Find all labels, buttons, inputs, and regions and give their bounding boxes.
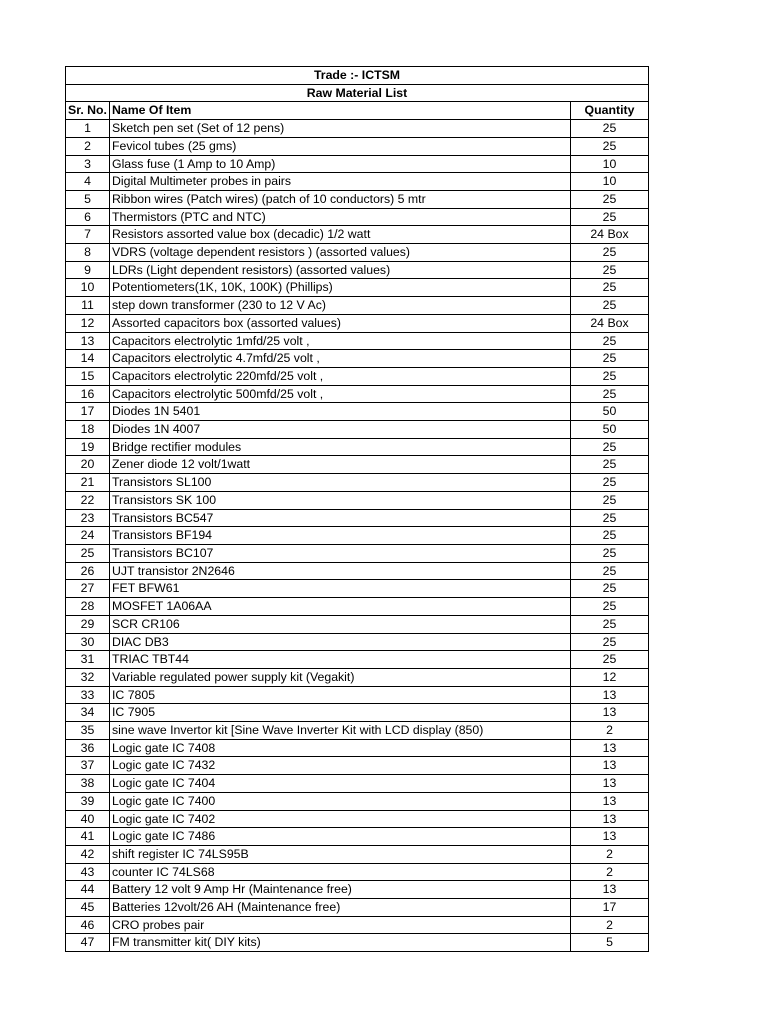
table-row	[66, 881, 649, 899]
cell-item-name: Logic gate IC 7400	[110, 792, 571, 810]
cell-quantity: 17	[570, 899, 648, 917]
cell-sr-no: 24	[66, 527, 110, 545]
table-row	[66, 297, 649, 315]
cell-sr-no: 39	[66, 792, 110, 810]
table-row	[66, 421, 649, 439]
cell-item-name: Transistors SL100	[110, 474, 571, 492]
cell-quantity: 25	[570, 491, 648, 509]
cell-sr-no: 27	[66, 580, 110, 598]
cell-item-name: Potentiometers(1K, 10K, 100K) (Phillips)	[110, 279, 571, 297]
cell-sr-no: 28	[66, 598, 110, 616]
cell-sr-no: 31	[66, 651, 110, 669]
cell-sr-no: 25	[66, 544, 110, 562]
table-row	[66, 491, 649, 509]
cell-quantity: 25	[570, 190, 648, 208]
table-row	[66, 456, 649, 474]
cell-quantity: 24 Box	[570, 226, 648, 244]
table-row	[66, 686, 649, 704]
trade-title-row	[66, 67, 649, 85]
cell-item-name: Diodes 1N 5401	[110, 403, 571, 421]
cell-quantity: 25	[570, 562, 648, 580]
cell-quantity: 24 Box	[570, 314, 648, 332]
cell-quantity: 13	[570, 881, 648, 899]
cell-quantity: 25	[570, 456, 648, 474]
cell-item-name: UJT transistor 2N2646	[110, 562, 571, 580]
cell-sr-no: 8	[66, 244, 110, 262]
cell-item-name: Transistors SK 100	[110, 491, 571, 509]
cell-item-name: Transistors BC107	[110, 544, 571, 562]
cell-quantity: 25	[570, 332, 648, 350]
table-row	[66, 474, 649, 492]
table-row	[66, 332, 649, 350]
cell-sr-no: 29	[66, 615, 110, 633]
cell-quantity: 25	[570, 527, 648, 545]
cell-item-name: Diodes 1N 4007	[110, 421, 571, 439]
table-row	[66, 155, 649, 173]
cell-sr-no: 34	[66, 704, 110, 722]
list-title-row	[66, 84, 649, 102]
table-row	[66, 615, 649, 633]
cell-quantity: 25	[570, 120, 648, 138]
cell-sr-no: 19	[66, 438, 110, 456]
cell-sr-no: 12	[66, 314, 110, 332]
cell-sr-no: 6	[66, 208, 110, 226]
table-row	[66, 775, 649, 793]
cell-item-name: Capacitors electrolytic 500mfd/25 volt ,	[110, 385, 571, 403]
cell-item-name: Logic gate IC 7432	[110, 757, 571, 775]
cell-quantity: 25	[570, 438, 648, 456]
cell-quantity: 25	[570, 279, 648, 297]
table-row	[66, 120, 649, 138]
cell-item-name: sine wave Invertor kit [Sine Wave Inverter Kit with LCD display (850)	[110, 722, 571, 740]
list-title: Raw Material List	[66, 84, 649, 102]
cell-quantity: 25	[570, 651, 648, 669]
cell-sr-no: 1	[66, 120, 110, 138]
cell-item-name: MOSFET 1A06AA	[110, 598, 571, 616]
table-row	[66, 863, 649, 881]
cell-item-name: Fevicol tubes (25 gms)	[110, 137, 571, 155]
cell-item-name: counter IC 74LS68	[110, 863, 571, 881]
cell-quantity: 2	[570, 845, 648, 863]
cell-quantity: 50	[570, 403, 648, 421]
cell-item-name: DIAC DB3	[110, 633, 571, 651]
cell-quantity: 25	[570, 544, 648, 562]
table-row	[66, 792, 649, 810]
cell-sr-no: 35	[66, 722, 110, 740]
cell-sr-no: 36	[66, 739, 110, 757]
cell-sr-no: 23	[66, 509, 110, 527]
cell-quantity: 25	[570, 261, 648, 279]
table-row	[66, 208, 649, 226]
cell-sr-no: 42	[66, 845, 110, 863]
cell-item-name: Logic gate IC 7404	[110, 775, 571, 793]
cell-item-name: LDRs (Light dependent resistors) (assorted values)	[110, 261, 571, 279]
cell-item-name: FM transmitter kit( DIY kits)	[110, 934, 571, 952]
table-row	[66, 633, 649, 651]
cell-sr-no: 7	[66, 226, 110, 244]
cell-item-name: IC 7805	[110, 686, 571, 704]
table-row	[66, 544, 649, 562]
cell-item-name: IC 7905	[110, 704, 571, 722]
cell-sr-no: 4	[66, 173, 110, 191]
cell-quantity: 25	[570, 350, 648, 368]
cell-sr-no: 46	[66, 916, 110, 934]
table-row	[66, 668, 649, 686]
cell-item-name: Battery 12 volt 9 Amp Hr (Maintenance free)	[110, 881, 571, 899]
cell-quantity: 25	[570, 244, 648, 262]
cell-sr-no: 38	[66, 775, 110, 793]
cell-sr-no: 5	[66, 190, 110, 208]
table-row	[66, 403, 649, 421]
cell-sr-no: 22	[66, 491, 110, 509]
cell-item-name: Logic gate IC 7486	[110, 828, 571, 846]
trade-title: Trade :- ICTSM	[66, 67, 649, 85]
cell-item-name: CRO probes pair	[110, 916, 571, 934]
table-row	[66, 509, 649, 527]
cell-quantity: 13	[570, 775, 648, 793]
cell-sr-no: 15	[66, 367, 110, 385]
table-row	[66, 385, 649, 403]
table-row	[66, 828, 649, 846]
table-row	[66, 261, 649, 279]
cell-sr-no: 45	[66, 899, 110, 917]
cell-quantity: 13	[570, 810, 648, 828]
cell-sr-no: 41	[66, 828, 110, 846]
cell-quantity: 13	[570, 704, 648, 722]
table-row	[66, 598, 649, 616]
cell-quantity: 25	[570, 367, 648, 385]
table-row	[66, 438, 649, 456]
cell-item-name: Capacitors electrolytic 4.7mfd/25 volt ,	[110, 350, 571, 368]
cell-sr-no: 32	[66, 668, 110, 686]
cell-item-name: VDRS (voltage dependent resistors ) (assorted values)	[110, 244, 571, 262]
cell-item-name: Ribbon wires (Patch wires) (patch of 10 conductors) 5 mtr	[110, 190, 571, 208]
cell-quantity: 10	[570, 155, 648, 173]
cell-item-name: Transistors BC547	[110, 509, 571, 527]
cell-quantity: 25	[570, 385, 648, 403]
header-sr-no: Sr. No.	[66, 102, 110, 120]
cell-item-name: Logic gate IC 7408	[110, 739, 571, 757]
header-quantity: Quantity	[570, 102, 648, 120]
table-row	[66, 651, 649, 669]
cell-quantity: 13	[570, 828, 648, 846]
table-row	[66, 226, 649, 244]
cell-item-name: Zener diode 12 volt/1watt	[110, 456, 571, 474]
table-row	[66, 562, 649, 580]
cell-item-name: Sketch pen set (Set of 12 pens)	[110, 120, 571, 138]
cell-sr-no: 13	[66, 332, 110, 350]
cell-sr-no: 44	[66, 881, 110, 899]
cell-item-name: Resistors assorted value box (decadic) 1/2 watt	[110, 226, 571, 244]
raw-material-table	[65, 66, 649, 952]
table-row	[66, 739, 649, 757]
cell-sr-no: 2	[66, 137, 110, 155]
cell-sr-no: 26	[66, 562, 110, 580]
cell-sr-no: 30	[66, 633, 110, 651]
table-row	[66, 137, 649, 155]
cell-item-name: Transistors BF194	[110, 527, 571, 545]
cell-quantity: 10	[570, 173, 648, 191]
table-row	[66, 279, 649, 297]
cell-quantity: 25	[570, 615, 648, 633]
table-row	[66, 845, 649, 863]
cell-quantity: 25	[570, 297, 648, 315]
cell-sr-no: 3	[66, 155, 110, 173]
table-row	[66, 722, 649, 740]
table-row	[66, 704, 649, 722]
cell-sr-no: 11	[66, 297, 110, 315]
cell-item-name: Thermistors (PTC and NTC)	[110, 208, 571, 226]
cell-item-name: Bridge rectifier modules	[110, 438, 571, 456]
cell-sr-no: 16	[66, 385, 110, 403]
table-row	[66, 367, 649, 385]
cell-quantity: 50	[570, 421, 648, 439]
cell-quantity: 12	[570, 668, 648, 686]
cell-quantity: 25	[570, 137, 648, 155]
table-row	[66, 190, 649, 208]
cell-quantity: 25	[570, 208, 648, 226]
cell-item-name: TRIAC TBT44	[110, 651, 571, 669]
cell-quantity: 25	[570, 509, 648, 527]
cell-sr-no: 9	[66, 261, 110, 279]
cell-item-name: shift register IC 74LS95B	[110, 845, 571, 863]
cell-item-name: Batteries 12volt/26 AH (Maintenance free)	[110, 899, 571, 917]
cell-item-name: Capacitors electrolytic 220mfd/25 volt ,	[110, 367, 571, 385]
cell-quantity: 13	[570, 757, 648, 775]
table-row	[66, 934, 649, 952]
column-header-row	[66, 102, 649, 120]
cell-item-name: Variable regulated power supply kit (Vegakit)	[110, 668, 571, 686]
table-row	[66, 580, 649, 598]
table-body	[66, 120, 649, 952]
table-row	[66, 244, 649, 262]
header-item-name: Name Of Item	[110, 102, 571, 120]
cell-sr-no: 33	[66, 686, 110, 704]
cell-sr-no: 14	[66, 350, 110, 368]
table-row	[66, 527, 649, 545]
cell-item-name: Glass fuse (1 Amp to 10 Amp)	[110, 155, 571, 173]
cell-quantity: 25	[570, 580, 648, 598]
table-row	[66, 810, 649, 828]
table-row	[66, 350, 649, 368]
cell-quantity: 13	[570, 739, 648, 757]
cell-sr-no: 17	[66, 403, 110, 421]
cell-item-name: step down transformer (230 to 12 V Ac)	[110, 297, 571, 315]
cell-item-name: Capacitors electrolytic 1mfd/25 volt ,	[110, 332, 571, 350]
cell-quantity: 13	[570, 686, 648, 704]
cell-quantity: 25	[570, 633, 648, 651]
cell-quantity: 2	[570, 916, 648, 934]
table-row	[66, 314, 649, 332]
cell-sr-no: 18	[66, 421, 110, 439]
cell-sr-no: 47	[66, 934, 110, 952]
cell-item-name: Digital Multimeter probes in pairs	[110, 173, 571, 191]
cell-item-name: Assorted capacitors box (assorted values)	[110, 314, 571, 332]
cell-sr-no: 40	[66, 810, 110, 828]
table-row	[66, 899, 649, 917]
table-row	[66, 757, 649, 775]
cell-quantity: 2	[570, 863, 648, 881]
table-row	[66, 916, 649, 934]
cell-item-name: Logic gate IC 7402	[110, 810, 571, 828]
cell-sr-no: 21	[66, 474, 110, 492]
cell-quantity: 25	[570, 598, 648, 616]
cell-sr-no: 37	[66, 757, 110, 775]
cell-quantity: 2	[570, 722, 648, 740]
cell-quantity: 5	[570, 934, 648, 952]
cell-item-name: FET BFW61	[110, 580, 571, 598]
cell-item-name: SCR CR106	[110, 615, 571, 633]
cell-sr-no: 43	[66, 863, 110, 881]
cell-sr-no: 20	[66, 456, 110, 474]
table-row	[66, 173, 649, 191]
cell-sr-no: 10	[66, 279, 110, 297]
cell-quantity: 25	[570, 474, 648, 492]
cell-quantity: 13	[570, 792, 648, 810]
